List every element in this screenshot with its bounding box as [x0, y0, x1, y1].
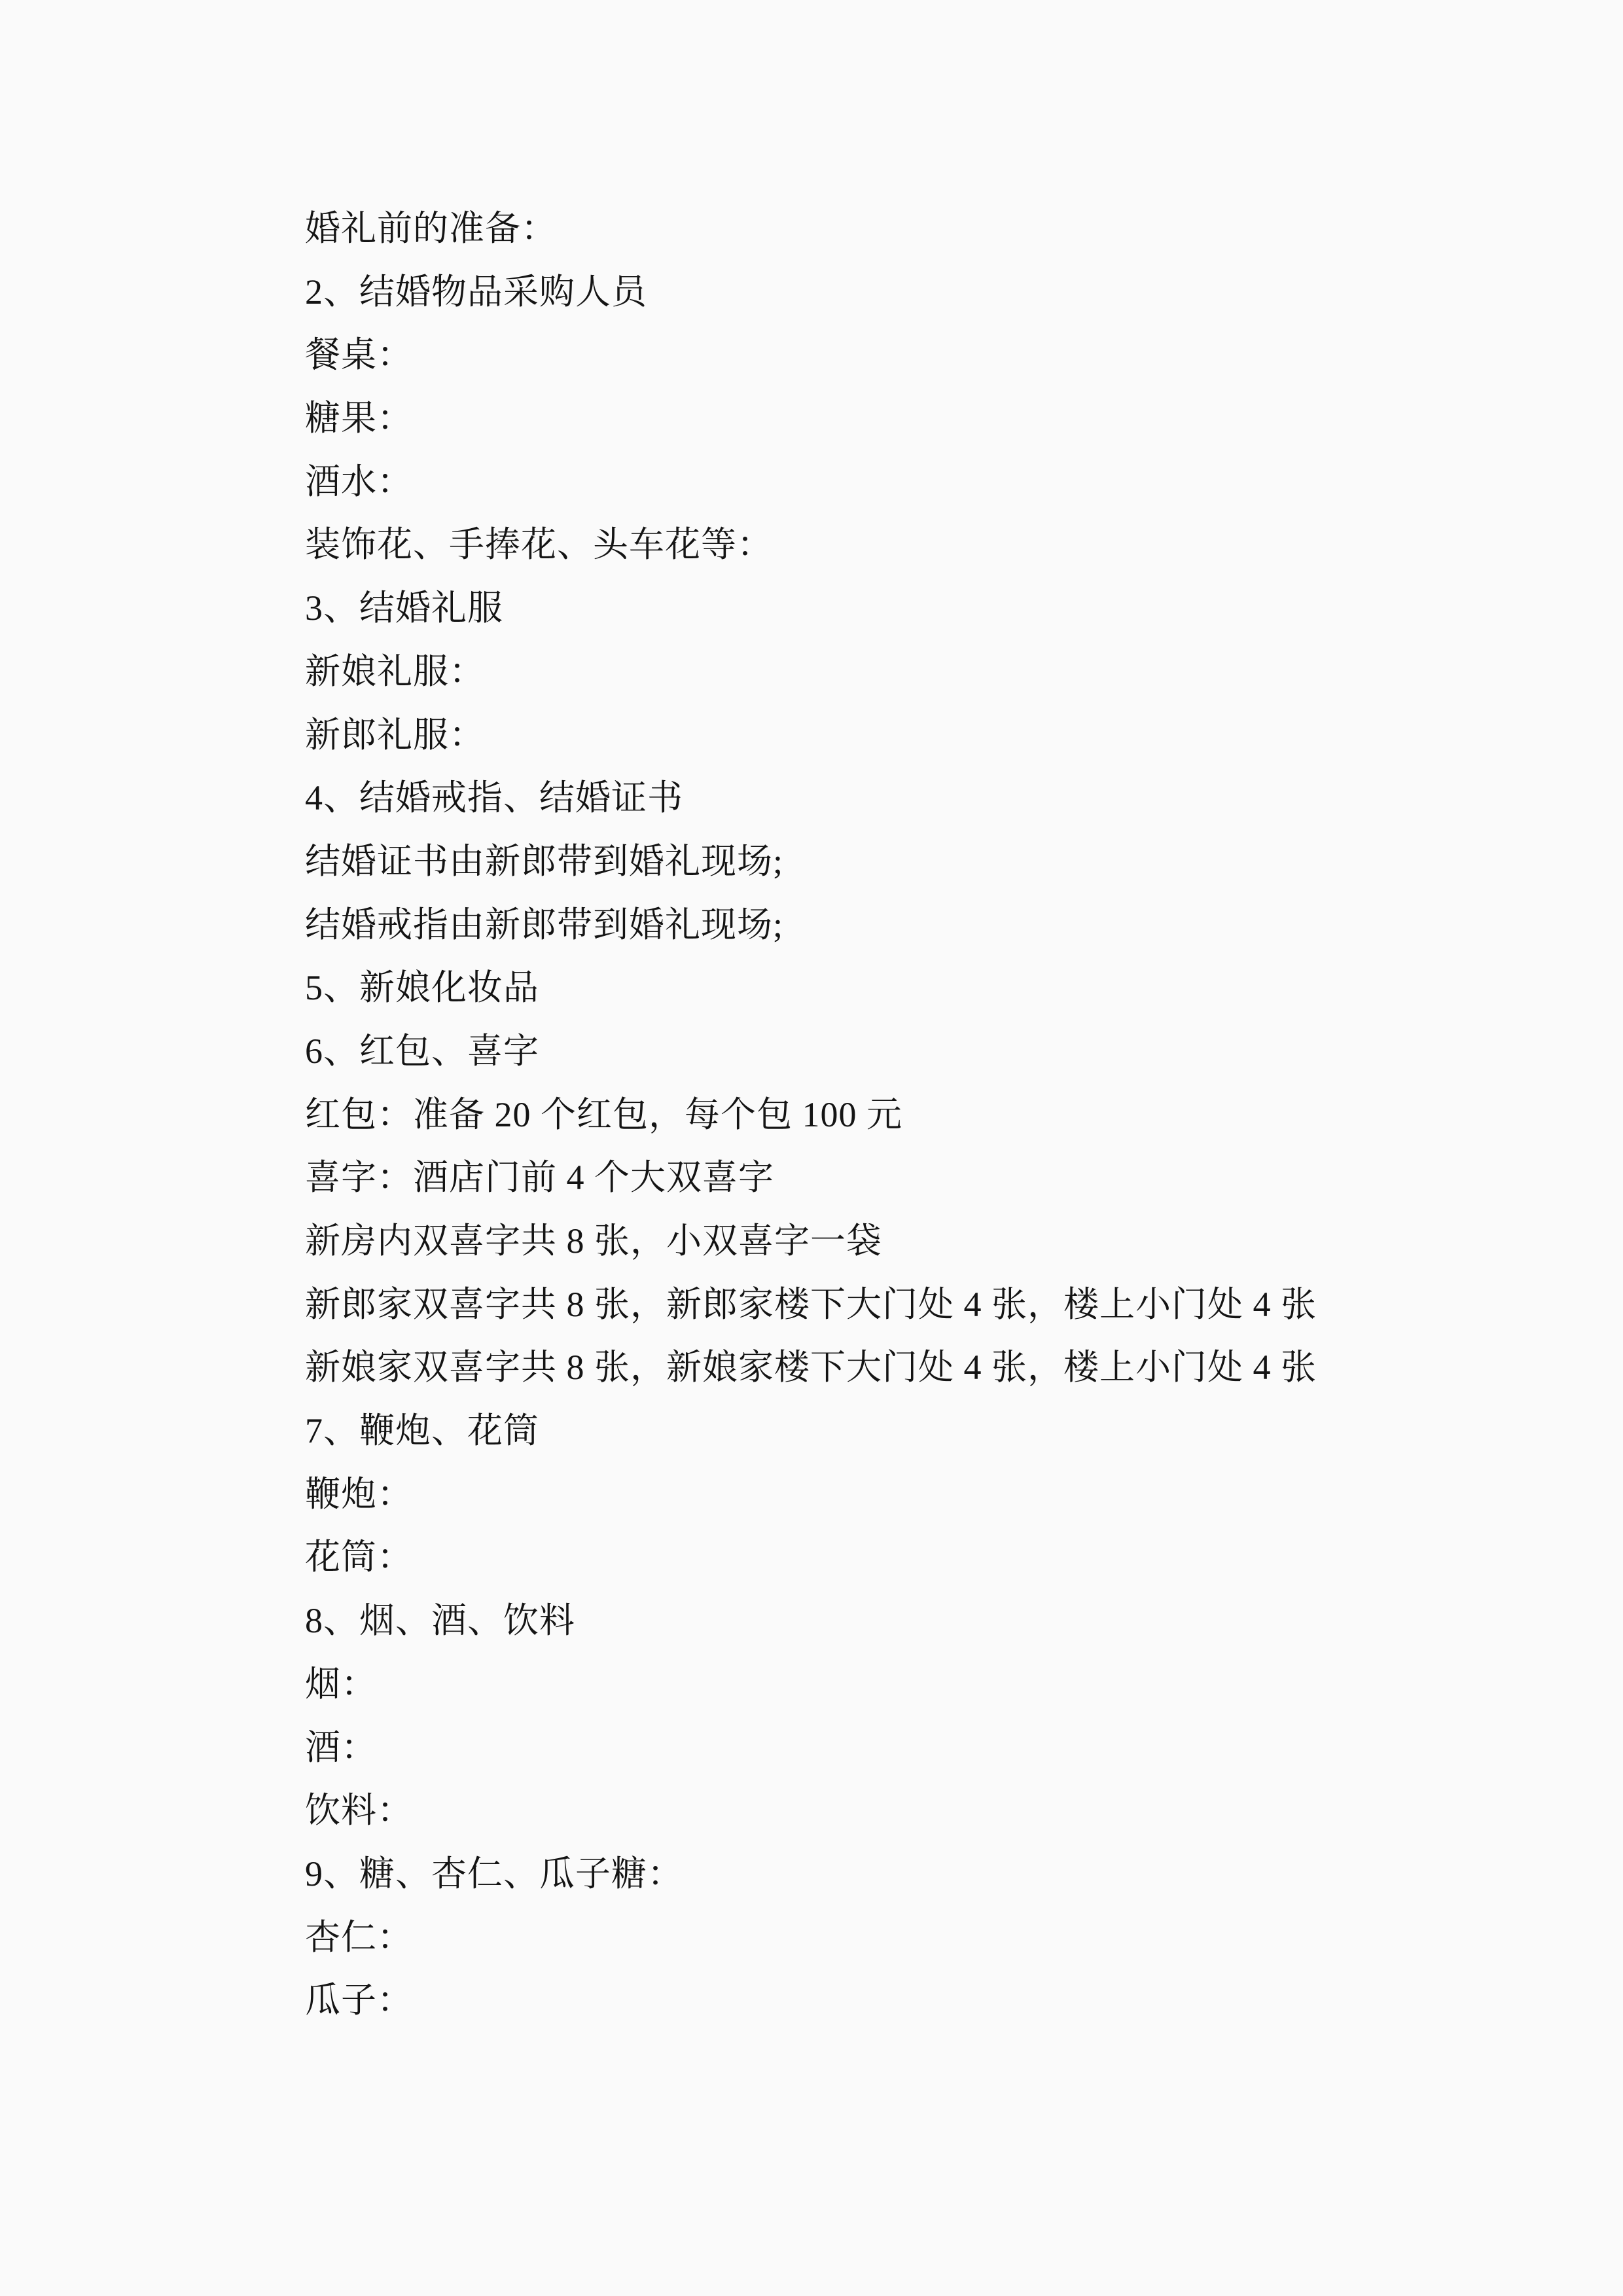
text-line: 结婚证书由新郎带到婚礼现场; — [305, 841, 784, 881]
text-line: 糖果： — [305, 399, 413, 439]
text-line: 新郎家双喜字共 8 张，新郎家楼下大门处 4 张，楼上小门处 4 张 — [305, 1284, 1317, 1324]
text-line: 瓜子： — [305, 1981, 413, 2020]
text-line: 结婚戒指由新郎带到婚礼现场; — [305, 905, 784, 944]
text-line: 杏仁： — [305, 1917, 413, 1957]
text-line: 酒水： — [305, 461, 413, 501]
text-line: 喜字：酒店门前 4 个大双喜字 — [305, 1158, 774, 1198]
text-line: 餐桌： — [305, 335, 413, 375]
text-line: 红包：准备 20 个红包，每个包 100 元 — [305, 1094, 902, 1134]
text-line: 花筒： — [305, 1537, 413, 1577]
text-line: 新娘家双喜字共 8 张，新娘家楼下大门处 4 张，楼上小门处 4 张 — [305, 1348, 1317, 1388]
text-line: 新娘礼服： — [305, 651, 485, 691]
text-line: 装饰花、手捧花、头车花等： — [305, 525, 773, 565]
text-line: 9、糖、杏仁、瓜子糖： — [305, 1854, 683, 1893]
text-line: 新郎礼服： — [305, 715, 485, 755]
text-line: 2、结婚物品采购人员 — [305, 272, 647, 312]
text-line: 4、结婚戒指、结婚证书 — [305, 778, 683, 818]
text-line: 新房内双喜字共 8 张，小双喜字一袋 — [305, 1221, 882, 1261]
document-body — [305, 197, 1544, 2032]
text-line: 6、红包、喜字 — [305, 1031, 539, 1071]
text-line: 3、结婚礼服 — [305, 588, 503, 628]
text-line: 婚礼前的准备： — [305, 209, 557, 248]
text-line: 5、新娘化妆品 — [305, 968, 539, 1008]
text-line: 饮料： — [305, 1791, 413, 1831]
text-line: 鞭炮： — [305, 1474, 413, 1514]
text-line: 8、烟、酒、饮料 — [305, 1601, 575, 1641]
text-line: 烟： — [305, 1664, 377, 1704]
text-line: 7、鞭炮、花筒 — [305, 1411, 539, 1451]
text-line: 酒： — [305, 1727, 377, 1767]
